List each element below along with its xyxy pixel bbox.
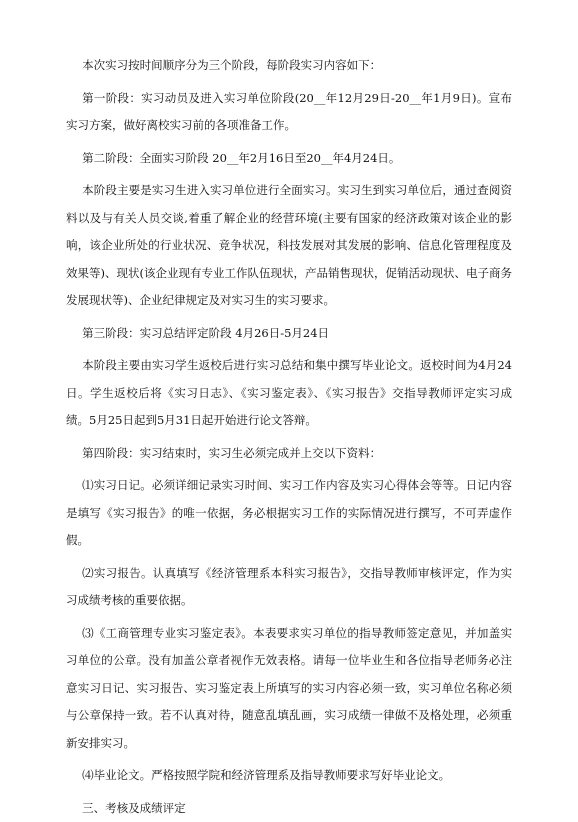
paragraph-stage-three-title: 第三阶段：实习总结评定阶段 4月26日-5月24日 bbox=[66, 320, 512, 348]
paragraph-intro: 本次实习按时间顺序分为三个阶段，每阶段实习内容如下： bbox=[66, 52, 512, 80]
section-heading-assessment: 三、考核及成绩评定 bbox=[66, 795, 512, 822]
paragraph-stage-one: 第一阶段：实习动员及进入实习单位阶段(20__年12月29日-20__年1月9日)。宣布实习方案，做好离校实习前的各项准备工作。 bbox=[66, 85, 512, 140]
paragraph-stage-two-body: 本阶段主要是实习生进入实习单位进行全面实习。实习生到实习单位后，通过查阅资料以及与有关人员交谈,着重了解企业的经营环境(主要有国家的经济政策对该企业的影响，该企业所处的行业状况、竞争状况，科技发展对其发展的影响、信息化管理程度及效果等)、现状(该企业现有专业工作队伍现状，产品销售现状，促销活动现状、电子商务发展现状等)、企业纪律规定及对实习生的实习要求。 bbox=[66, 177, 512, 315]
paragraph-item-diary: ⑴实习日记。必须详细记录实习时间、实习工作内容及实习心得体会等等。日记内容是填写《实习报告》的唯一依据，务必根据实习工作的实际情况进行撰写，不可弄虚作假。 bbox=[66, 472, 512, 555]
paragraph-stage-two-title: 第二阶段：全面实习阶段 20__年2月16日至20__年4月24日。 bbox=[66, 145, 512, 173]
paragraph-stage-four-title: 第四阶段：实习结束时，实习生必须完成并上交以下资料： bbox=[66, 440, 512, 468]
paragraph-item-appraisal: ⑶《工商管理专业实习鉴定表》。本表要求实习单位的指导教师签定意见，并加盖实习单位的公章。没有加盖公章者视作无效表格。请每一位毕业生和各位指导老师务必注意实习日记、实习报告、实习鉴定表上所填写的实习内容必须一致，实习单位名称必须与公章保持一致。若不认真对待，随意乱填乱画，实习成绩一律做不及格处理，必须重新安排实习。 bbox=[66, 620, 512, 758]
paragraph-item-thesis: ⑷毕业论文。严格按照学院和经济管理系及指导教师要求写好毕业论文。 bbox=[66, 762, 512, 790]
paragraph-stage-three-body: 本阶段主要由实习学生返校后进行实习总结和集中撰写毕业论文。返校时间为4月24日。学生返校后将《实习日志》、《实习鉴定表》、《实习报告》交指导教师评定实习成绩。5月25日起到5月31日起开始进行论文答辩。 bbox=[66, 352, 512, 435]
paragraph-item-report: ⑵实习报告。认真填写《经济管理系本科实习报告》，交指导教师审核评定，作为实习成绩考核的重要依据。 bbox=[66, 560, 512, 615]
